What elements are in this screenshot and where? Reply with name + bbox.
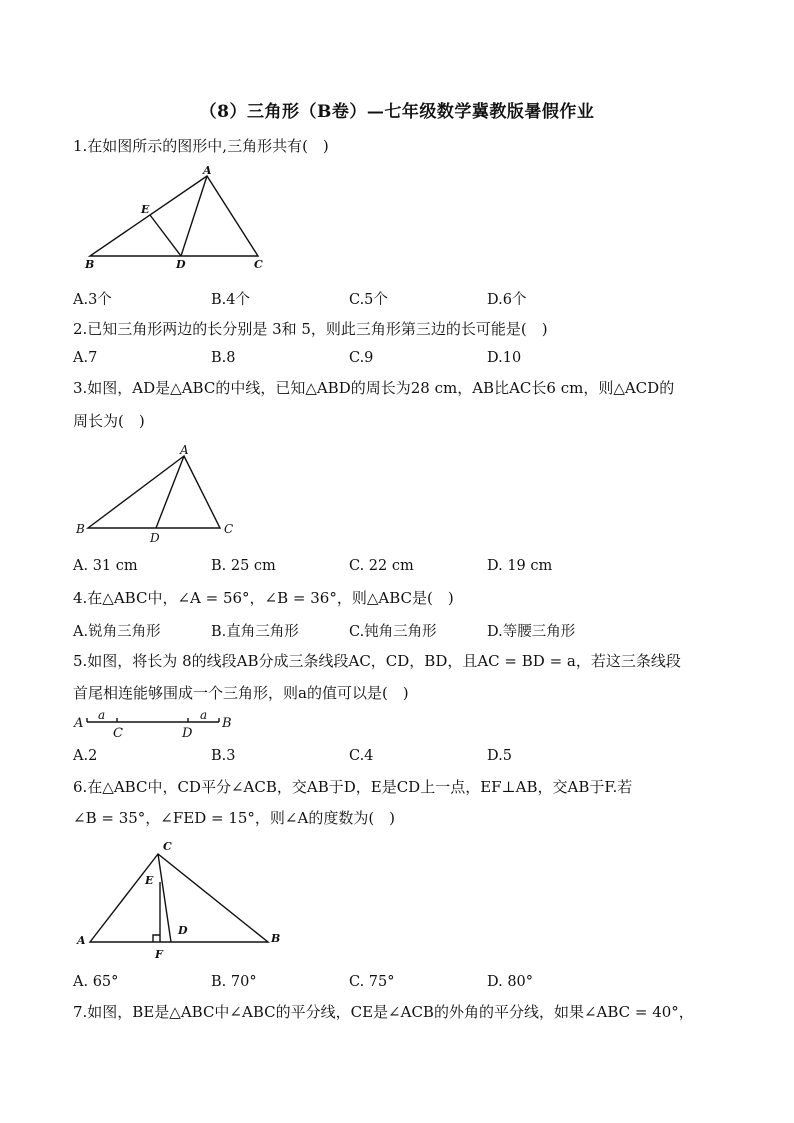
question-6-options (73, 974, 733, 998)
q2-option-b[interactable]: B.8 (211, 350, 236, 366)
q6-label-b: B (271, 932, 281, 945)
q3-label-a: A (180, 443, 189, 457)
q5-label-b: B (222, 716, 232, 731)
q1-label-d: D (176, 258, 186, 271)
q5-label-a: A (74, 716, 84, 731)
q1-option-d[interactable]: D.6个 (487, 292, 527, 308)
question-3-text-line1: 3.如图，AD是△ABC的中线，已知△ABD的周长为28 cm，AB比AC长6 cm，则△ACD的 (73, 379, 675, 397)
q3-triangle-abc (88, 456, 220, 528)
q1-label-c: C (254, 258, 263, 271)
question-1-text: 1.在如图所示的图形中,三角形共有( ) (73, 137, 329, 155)
q5-label-d: D (182, 726, 193, 741)
q2-option-c[interactable]: C.9 (349, 350, 374, 366)
q6-label-e: E (145, 874, 154, 887)
q4-option-d[interactable]: D.等腰三角形 (487, 624, 576, 640)
q6-option-d[interactable]: D. 80° (487, 974, 534, 990)
question-3-figure (75, 444, 245, 544)
q4-option-b[interactable]: B.直角三角形 (211, 624, 299, 640)
q1-triangle-abc (90, 176, 258, 256)
q5-option-c[interactable]: C.4 (349, 748, 374, 764)
question-4-text: 4.在△ABC中，∠A = 56°，∠B = 36°，则△ABC是( ) (73, 589, 454, 607)
q3-label-b: B (76, 522, 85, 536)
q6-option-b[interactable]: B. 70° (211, 974, 257, 990)
q1-option-b[interactable]: B.4个 (211, 292, 250, 308)
question-5-options (73, 748, 733, 772)
q2-option-d[interactable]: D.10 (487, 350, 522, 366)
q1-segment-ad (181, 176, 207, 256)
q5-option-d[interactable]: D.5 (487, 748, 512, 764)
q3-option-a[interactable]: A. 31 cm (73, 558, 138, 574)
q4-option-c[interactable]: C.钝角三角形 (349, 624, 437, 640)
q3-label-c: C (224, 522, 234, 536)
question-5-text-line2: 首尾相连能够围成一个三角形，则a的值可以是( ) (73, 684, 409, 702)
q1-segment-ed (150, 215, 181, 256)
q5-option-b[interactable]: B.3 (211, 748, 236, 764)
q3-option-d[interactable]: D. 19 cm (487, 558, 553, 574)
question-2-text: 2.已知三角形两边的长分别是 3和 5，则此三角形第三边的长可能是( ) (73, 320, 548, 338)
question-7-text-line1: 7.如图，BE是△ABC中∠ABC的平分线，CE是∠ACB的外角的平分线，如果∠ABC = 40°， (73, 1003, 694, 1021)
q6-right-angle-mark (153, 935, 160, 942)
q2-option-a[interactable]: A.7 (73, 350, 98, 366)
question-5-figure (73, 708, 243, 742)
q6-label-a: A (77, 934, 86, 947)
question-3-options (73, 558, 733, 582)
q3-label-d: D (150, 531, 160, 545)
q5-label-c: C (113, 726, 123, 741)
q6-label-f: F (155, 948, 163, 961)
q1-label-b: B (85, 258, 95, 271)
q6-option-a[interactable]: A. 65° (73, 974, 119, 990)
q6-label-d: D (178, 924, 188, 937)
q5-label-a-right: a (200, 708, 208, 722)
question-6-figure (75, 838, 290, 963)
q1-option-c[interactable]: C.5个 (349, 292, 388, 308)
question-6-text-line1: 6.在△ABC中，CD平分∠ACB，交AB于D，E是CD上一点，EF⊥AB，交AB于F.若 (73, 778, 633, 796)
q1-label-e: E (141, 203, 150, 216)
q1-label-a: A (203, 164, 212, 177)
q5-option-a[interactable]: A.2 (73, 748, 98, 764)
question-4-options (73, 620, 733, 644)
question-1-figure (80, 165, 280, 275)
question-3-text-line2: 周长为( ) (73, 412, 145, 430)
page-title: （8）三角形（B卷）—七年级数学冀教版暑假作业 (199, 102, 595, 122)
q6-label-c: C (163, 840, 172, 853)
q3-option-b[interactable]: B. 25 cm (211, 558, 276, 574)
question-1-options (73, 288, 733, 312)
question-2-options (73, 350, 733, 374)
q3-option-c[interactable]: C. 22 cm (349, 558, 414, 574)
q1-option-a[interactable]: A.3个 (73, 292, 112, 308)
question-6-text-line2: ∠B = 35°，∠FED = 15°，则∠A的度数为( ) (73, 809, 396, 827)
q5-label-a-left: a (98, 708, 106, 722)
question-5-text-line1: 5.如图，将长为 8的线段AB分成三条线段AC，CD，BD，且AC = BD = a，若这三条线段 (73, 652, 681, 670)
q6-option-c[interactable]: C. 75° (349, 974, 395, 990)
q4-option-a[interactable]: A.锐角三角形 (73, 624, 161, 640)
